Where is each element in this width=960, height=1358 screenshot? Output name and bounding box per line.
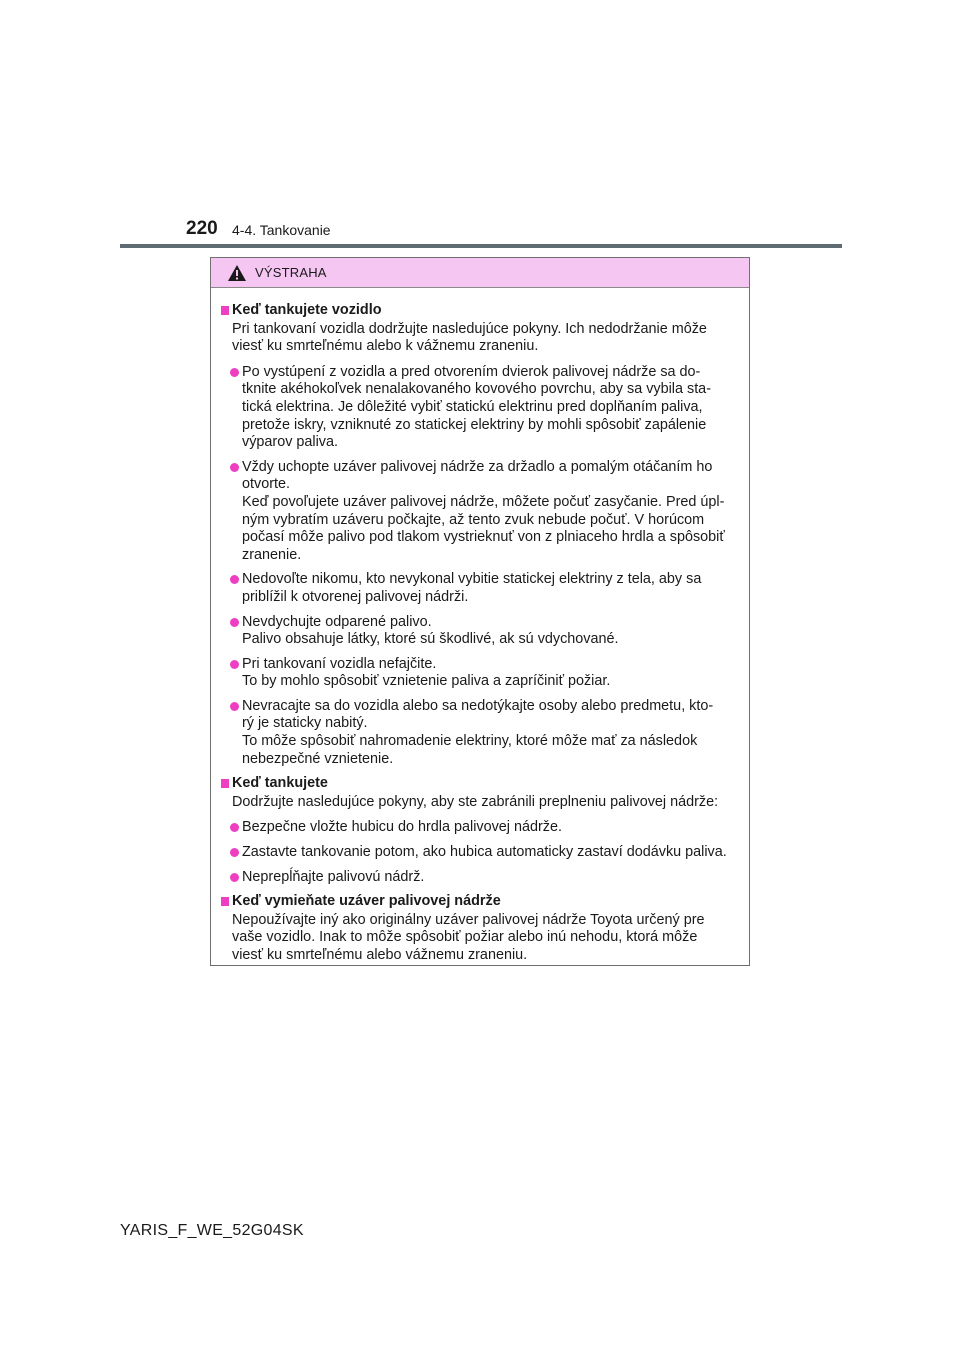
bullet-line: Bezpečne vložte hubicu do hrdla palivovej nádrže. bbox=[242, 819, 562, 836]
bullet-line: výparov paliva. bbox=[242, 434, 338, 451]
section-text bbox=[221, 321, 742, 356]
bullet-line: Zastavte tankovanie potom, ako hubica automaticky zastaví dodávku paliva. bbox=[242, 844, 727, 861]
bullet-item bbox=[221, 571, 742, 606]
bullet-line: nebezpečné vznietenie. bbox=[242, 750, 394, 767]
section-title: 4-4. Tankovanie bbox=[232, 222, 331, 238]
bullet-item bbox=[221, 614, 742, 649]
section-heading: Keď vymieňate uzáver palivovej nádrže bbox=[221, 893, 742, 911]
bullet-item bbox=[221, 459, 742, 565]
section-heading: Keď tankujete vozidlo bbox=[221, 302, 742, 320]
bullet-line: počasí môže palivo pod tlakom vystrieknuť von z plniaceho hrdla a spôsobiť bbox=[242, 529, 725, 546]
bullet-line: rý je staticky nabitý. bbox=[242, 715, 368, 732]
bullet-item bbox=[221, 844, 742, 862]
bullet-line: otvorte. bbox=[242, 476, 290, 493]
section-text bbox=[221, 794, 742, 812]
bullet-item bbox=[221, 656, 742, 691]
document-code: YARIS_F_WE_52G04SK bbox=[120, 1222, 304, 1239]
bullet-line: tknite akéhokoľvek nenalakovaného kovového povrchu, aby sa vybila sta- bbox=[242, 381, 711, 398]
bullet-line: pretože iskry, vzniknuté zo statickej elektriny by mohli spôsobiť zapálenie bbox=[242, 416, 707, 433]
section-text bbox=[221, 912, 742, 965]
bullet-line: Keď povoľujete uzáver palivovej nádrže, môžete počuť zasyčanie. Pred úpl- bbox=[242, 493, 725, 510]
bullet-line: tická elektrina. Je dôležité vybiť statickú elektrinu pred doplňaním paliva, bbox=[242, 398, 703, 415]
page-number: 220 bbox=[186, 218, 218, 239]
bullet-line: Nedovoľte nikomu, kto nevykonal vybitie statickej elektriny z tela, aby sa bbox=[242, 571, 702, 588]
text-line: Nepoužívajte iný ako originálny uzáver palivovej nádrže Toyota určený pre bbox=[232, 911, 705, 928]
bullet-line: Pri tankovaní vozidla nefajčite. bbox=[242, 655, 437, 672]
bullet-line: Nevdychujte odparené palivo. bbox=[242, 613, 432, 630]
text-line: vaše vozidlo. Inak to môže spôsobiť požiar alebo inú nehodu, ktorá môže bbox=[232, 929, 698, 946]
text-line: Pri tankovaní vozidla dodržujte nasledujúce pokyny. Ich nedodržanie môže bbox=[232, 320, 707, 337]
header-divider bbox=[120, 244, 842, 248]
warning-body bbox=[221, 302, 742, 973]
bullet-item bbox=[221, 869, 742, 887]
warning-triangle-icon bbox=[227, 264, 247, 282]
section-heading: Keď tankujete bbox=[221, 775, 742, 793]
warning-header bbox=[211, 258, 749, 288]
bullet-line: zranenie. bbox=[242, 546, 302, 563]
bullet-line: Neprepĺňajte palivovú nádrž. bbox=[242, 868, 425, 885]
bullet-line: ným vybratím uzáveru počkajte, až tento zvuk nebude počuť. V horúcom bbox=[242, 511, 705, 528]
warning-section bbox=[221, 893, 742, 964]
text-line: Dodržujte nasledujúce pokyny, aby ste zabránili preplneniu palivovej nádrže: bbox=[232, 793, 719, 810]
bullet-item bbox=[221, 364, 742, 452]
warning-section bbox=[221, 302, 742, 768]
warning-section bbox=[221, 775, 742, 886]
bullet-item bbox=[221, 819, 742, 837]
bullet-line: Vždy uchopte uzáver palivovej nádrže za držadlo a pomalým otáčaním ho bbox=[242, 458, 713, 475]
bullet-line: To môže spôsobiť nahromadenie elektriny, ktoré môže mať za následok bbox=[242, 733, 698, 750]
bullet-line: To by mohlo spôsobiť vznietenie paliva a zapríčiniť požiar. bbox=[242, 673, 611, 690]
warning-title: VÝSTRAHA bbox=[255, 265, 327, 280]
text-line: viesť ku smrteľnému alebo vážnemu zraneniu. bbox=[232, 947, 528, 963]
bullet-line: priblížil k otvorenej palivovej nádrži. bbox=[242, 588, 469, 605]
bullet-line: Palivo obsahuje látky, ktoré sú škodlivé, ak sú vdychované. bbox=[242, 631, 619, 648]
bullet-line: Nevracajte sa do vozidla alebo sa nedotýkajte osoby alebo predmetu, kto- bbox=[242, 697, 714, 714]
bullet-item bbox=[221, 698, 742, 768]
text-line: viesť ku smrteľnému alebo k vážnemu zraneniu. bbox=[232, 338, 539, 355]
warning-box bbox=[210, 257, 750, 966]
bullet-line: Po vystúpení z vozidla a pred otvorením dvierok palivovej nádrže sa do- bbox=[242, 363, 701, 380]
